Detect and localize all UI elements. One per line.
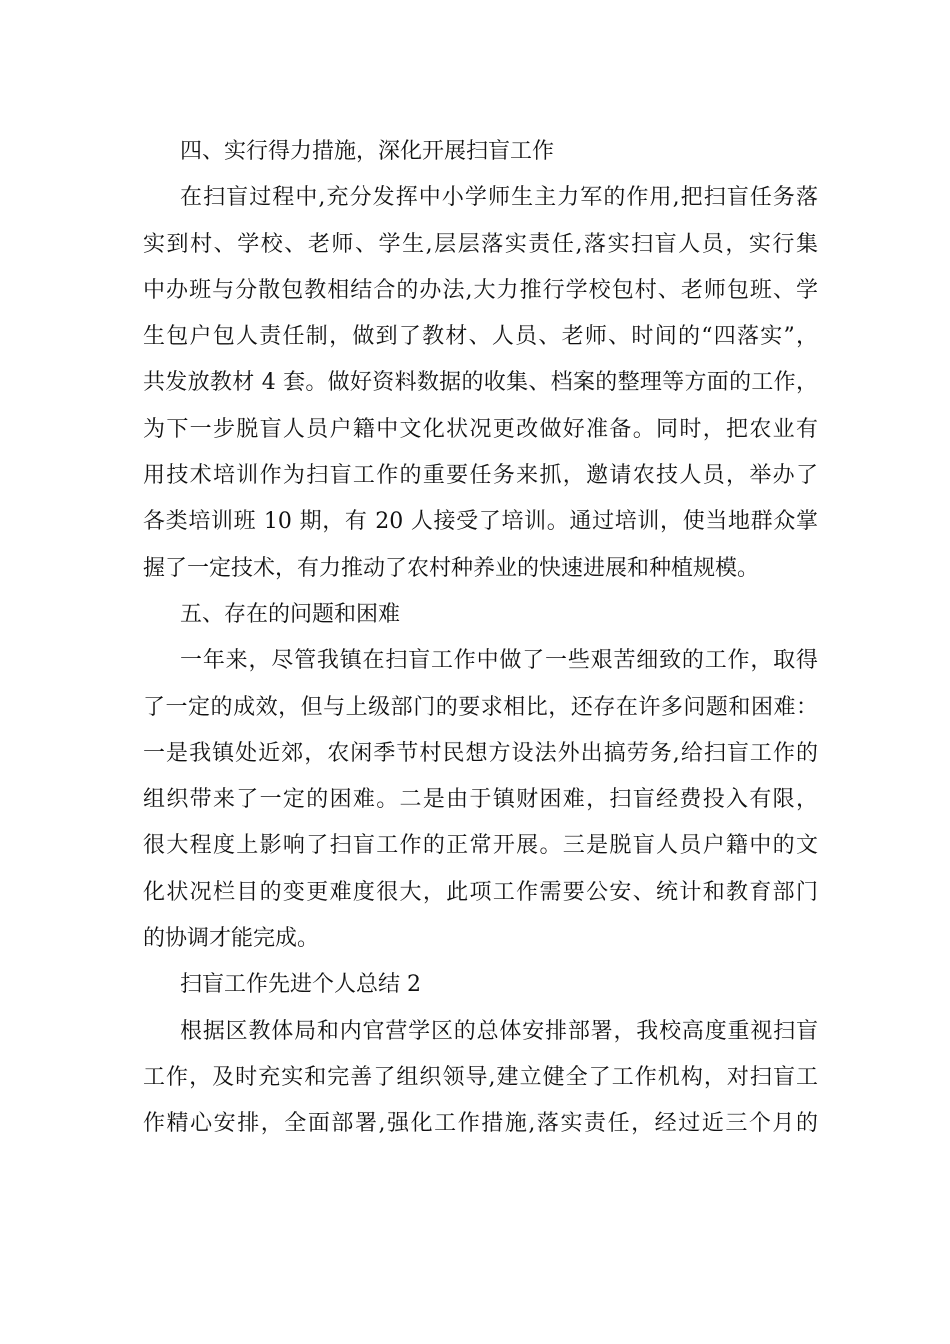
heading-text: 四、实行得力措施，深化开展扫盲工作: [180, 139, 555, 164]
document-body: [143, 129, 818, 1148]
paragraph-line: 组织带来了一定的困难。二是由于镇财困难，扫盲经费投入有限，: [143, 787, 818, 813]
paragraph-line: 化状况栏目的变更难度很大，此项工作需要公安、统计和教育部门: [143, 879, 818, 905]
paragraph-line: 用技术培训作为扫盲工作的重要任务来抓，邀请农技人员，举办了: [143, 463, 818, 489]
section-heading-four: [143, 129, 818, 175]
paragraph-line: 各类培训班 10 期，有 20 人接受了培训。通过培训，使当地群众掌: [143, 509, 818, 535]
paragraph-line: 作精心安排，全面部署,强化工作措施,落实责任，经过近三个月的: [143, 1111, 818, 1137]
paragraph-line: 在扫盲过程中,充分发挥中小学师生主力军的作用,把扫盲任务落: [180, 185, 818, 211]
paragraph-line: 根据区教体局和内官营学区的总体安排部署，我校高度重视扫盲: [180, 1018, 818, 1044]
paragraph-line: 一是我镇处近郊，农闲季节村民想方设法外出搞劳务,给扫盲工作的: [143, 740, 818, 766]
paragraph-line: 共发放教材 4 套。做好资料数据的收集、档案的整理等方面的工作，: [143, 370, 818, 396]
paragraph-line: 的协调才能完成。: [143, 926, 320, 952]
paragraph-line: 工作，及时充实和完善了组织领导,建立健全了工作机构，对扫盲工: [143, 1064, 818, 1090]
title-text: 扫盲工作先进个人总结 2: [180, 972, 421, 998]
section-title-two: [143, 962, 818, 1008]
paragraph-line: 为下一步脱盲人员户籍中文化状况更改做好准备。同时，把农业有: [143, 416, 818, 442]
paragraph-line: 很大程度上影响了扫盲工作的正常开展。三是脱盲人员户籍中的文: [143, 833, 818, 859]
paragraph-expansion-measures: [143, 175, 818, 592]
paragraph-line: 了一定的成效，但与上级部门的要求相比，还存在许多问题和困难：: [143, 694, 818, 720]
section-heading-five: [143, 592, 818, 638]
paragraph-line: 中办班与分散包教相结合的办法,大力推行学校包村、老师包班、学: [143, 277, 818, 303]
paragraph-line: 握了一定技术，有力推动了农村种养业的快速进展和种植规模。: [143, 555, 760, 581]
paragraph-line: 生包户包人责任制，做到了教材、人员、老师、时间的“四落实”，: [143, 324, 818, 350]
paragraph-line: 一年来，尽管我镇在扫盲工作中做了一些艰苦细致的工作，取得: [180, 648, 818, 674]
paragraph-line: 实到村、学校、老师、学生,层层落实责任,落实扫盲人员，实行集: [143, 231, 818, 257]
paragraph-problems: [143, 638, 818, 962]
paragraph-summary-two: [143, 1009, 818, 1148]
heading-text: 五、存在的问题和困难: [180, 601, 401, 627]
